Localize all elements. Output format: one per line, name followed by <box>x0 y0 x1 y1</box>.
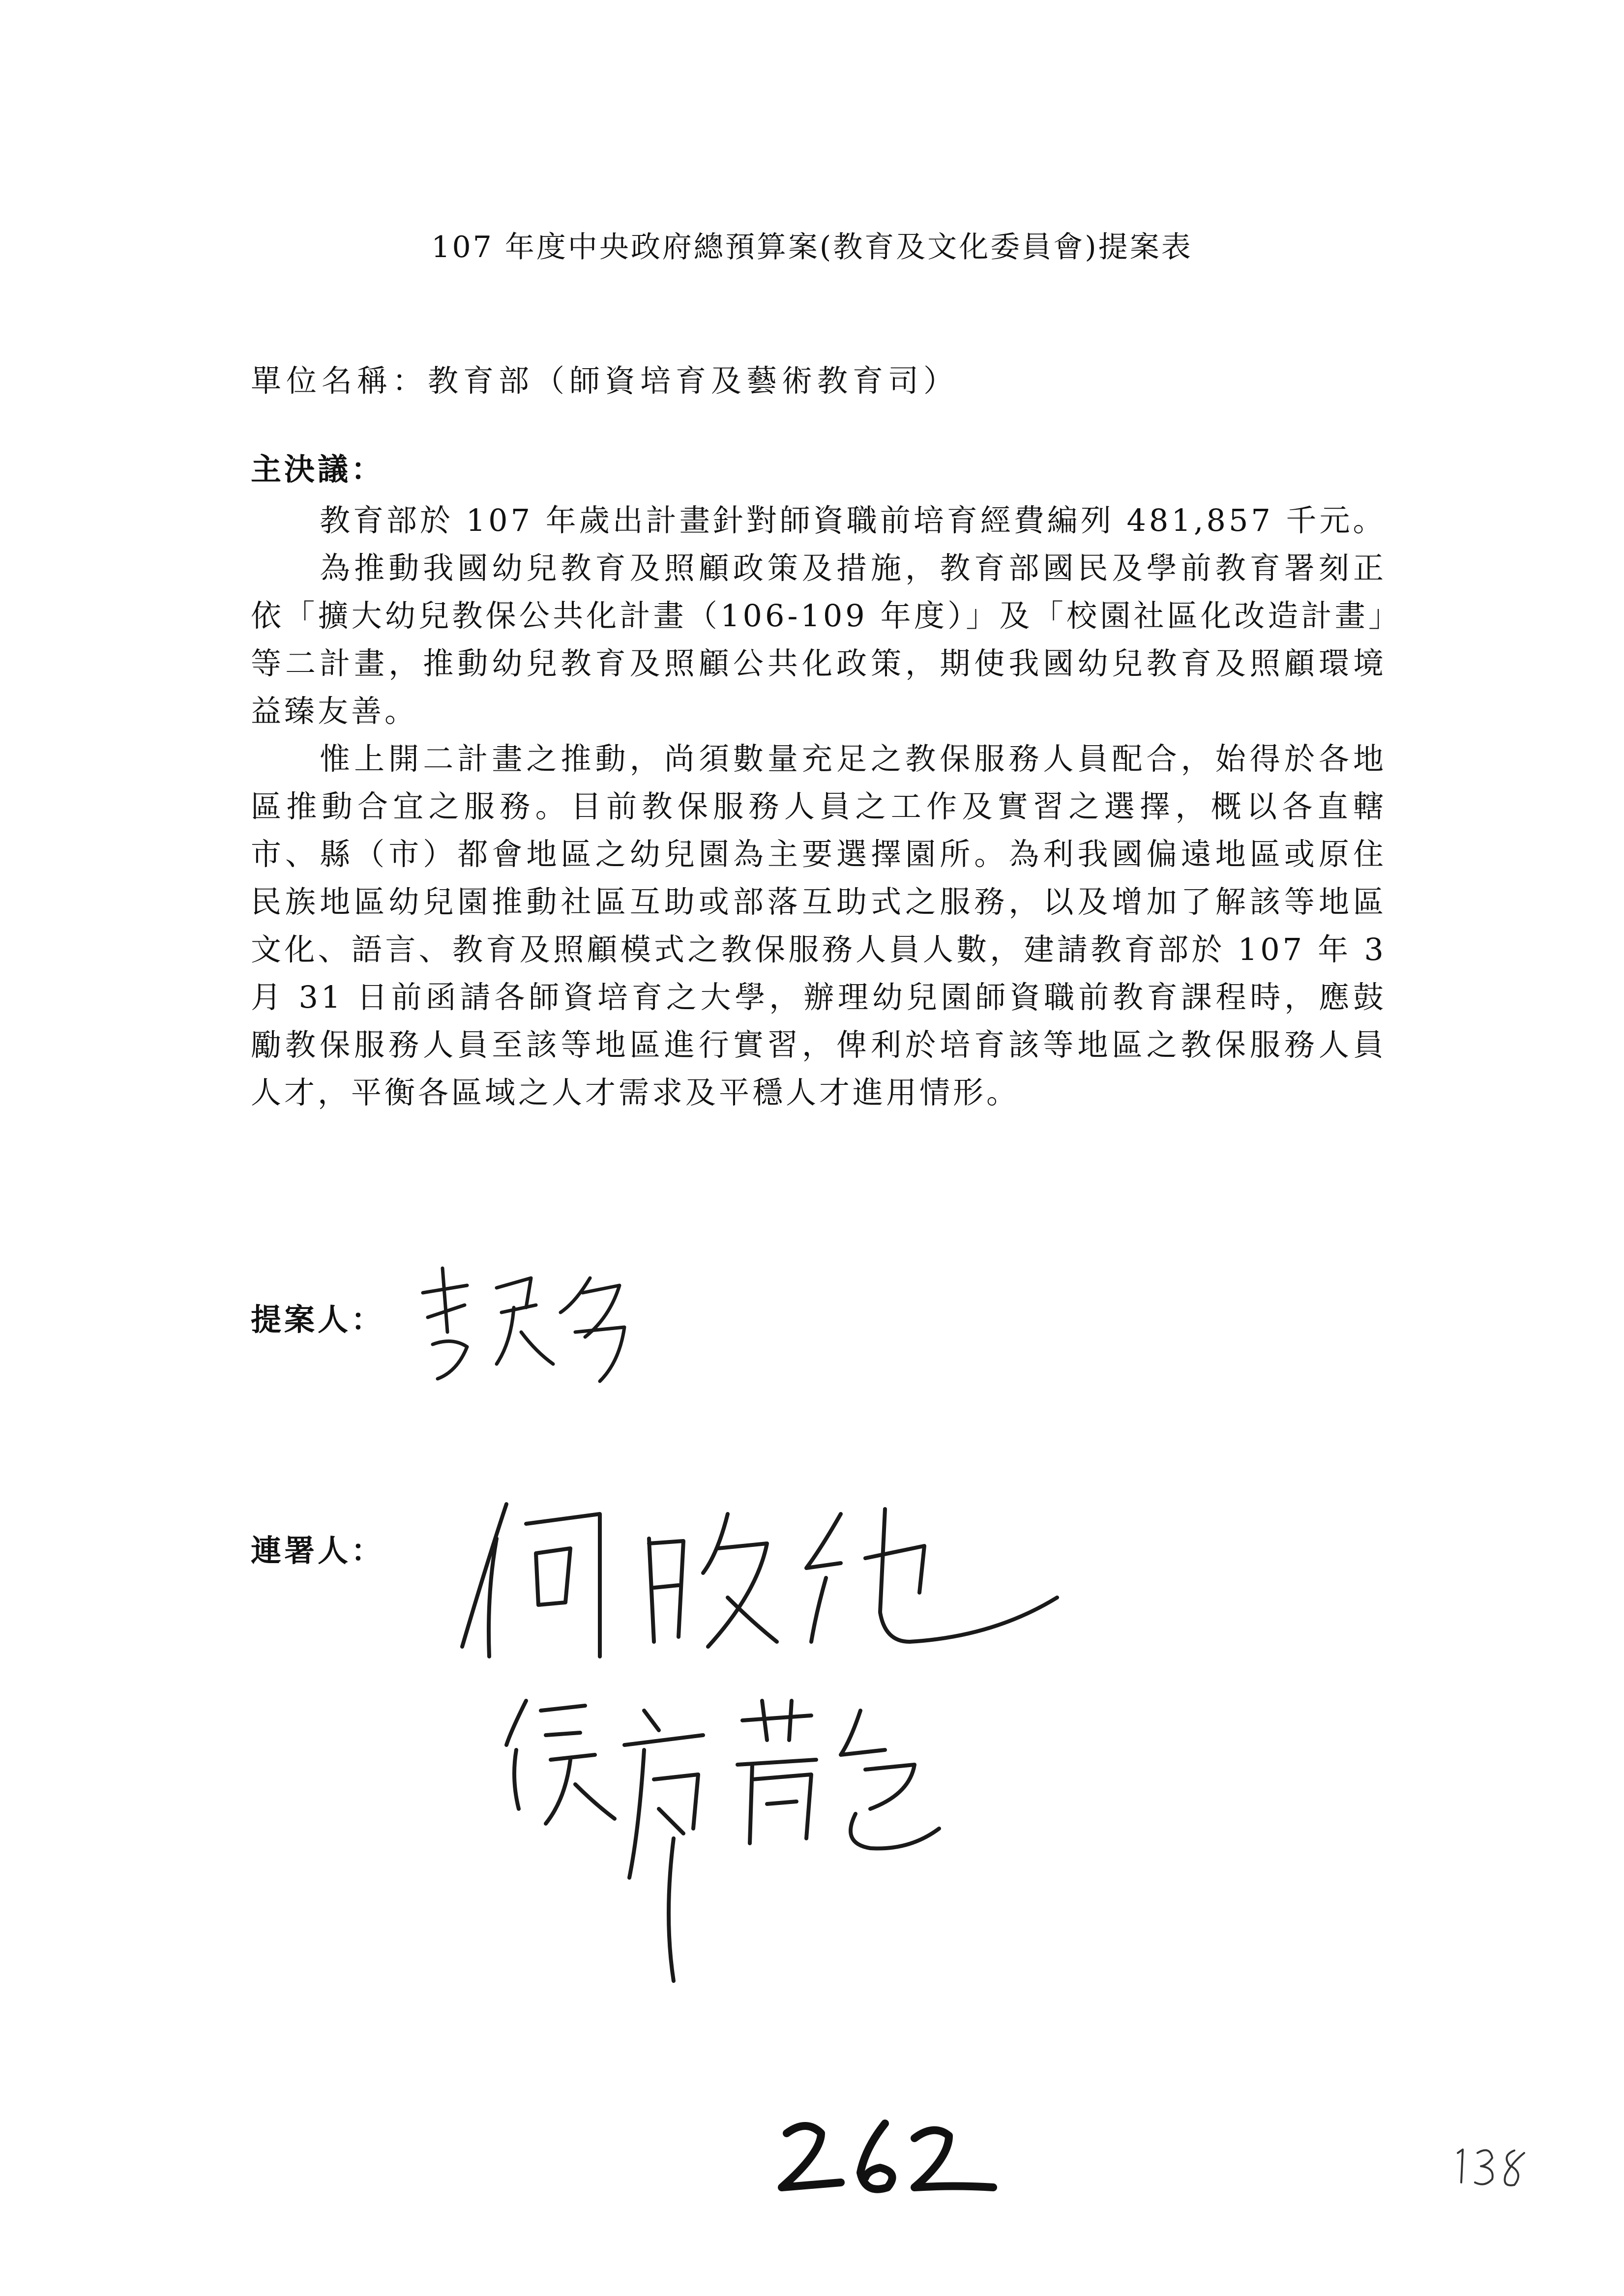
main-resolution-label: 主決議： <box>251 451 385 487</box>
document-title: 107 年度中央政府總預算案(教育及文化委員會)提案表 <box>431 230 1193 264</box>
margin-note <box>1450 2141 1534 2195</box>
cosigner-signature-1 <box>452 1494 1092 1671</box>
resolution-paragraph-1: 教育部於 107 年歲出計畫針對師資職前培育經費編列 481,857 千元。 <box>320 502 1387 538</box>
proposer-label: 提案人： <box>251 1302 385 1337</box>
main-resolution-body <box>251 496 1387 1116</box>
cosigner-label: 連署人： <box>251 1533 385 1569</box>
proposer-signature <box>413 1258 688 1386</box>
unit-name-line: 單位名稱：教育部（師資培育及藝術教育司） <box>251 363 959 399</box>
resolution-paragraph-3: 惟上開二計畫之推動，尚須數量充足之教保服務人員配合，始得於各地區推動合宜之服務。目前教保服務人員之工作及實習之選擇，概以各直轄市、縣（市）都會地區之幼兒園為主要選擇園所。為利我國偏遠地區或原住民族地區幼兒園推動社區互助或部落互助式之服務，以及增加了解該等地區文化、語言、教育及照顧模式之教保服務人員人數，建請教育部於 107 年 3 月 31 日前函請各師資培育之大學，辦理幼兒園師資職前教育課程時，應鼓勵教保服務人員至該等地區進行實習，俾利於培育該等地區之教保服務人員人才，平衡各區域之人才需求及平穩人才進用情形。 <box>251 741 1387 1110</box>
resolution-paragraph-2: 為推動我國幼兒教育及照顧政策及措施，教育部國民及學前教育署刻正依「擴大幼兒教保公共化計畫（106-109 年度）」及「校園社區化改造計畫」等二計畫，推動幼兒教育及照顧公共化政策，期使我國幼兒教育及照顧環境益臻友善。 <box>251 550 1387 729</box>
cosigner-signature-2 <box>497 1681 969 1986</box>
page-number <box>767 2114 1003 2202</box>
